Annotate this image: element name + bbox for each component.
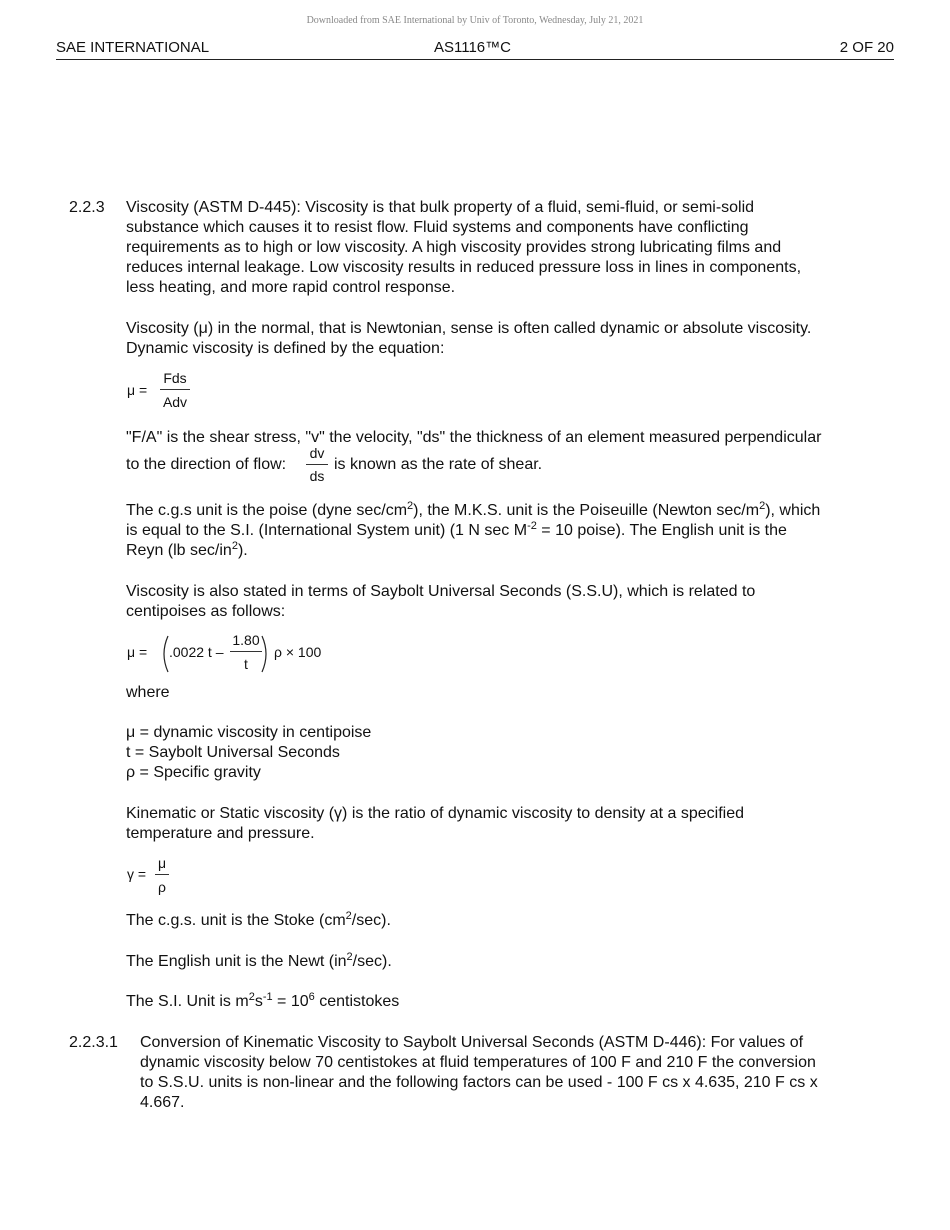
para7-stoke: The c.g.s. unit is the Stoke $(cm^2/\sec)$. — [126, 910, 391, 929]
section-number-2-2-3-1: 2.2.3.1 — [69, 1034, 118, 1051]
equation2-denominator: t — [244, 656, 248, 672]
header-org: SAE INTERNATIONAL — [56, 39, 210, 56]
para2-line1: Viscosity (μ) in the normal, that is Newtonian, sense is often called dynamic or absolute viscosity. — [126, 320, 812, 337]
equation3-numerator: μ — [157, 855, 167, 871]
section-number-2-2-3: 2.2.3 — [69, 199, 105, 216]
s2231-line1: Conversion of Kinematic Viscosity to Saybolt Universal Seconds (ASTM D-446): For values of — [140, 1034, 804, 1051]
equation1-fraction — [160, 370, 190, 412]
definition-mu: μ = dynamic viscosity in centipoise — [126, 724, 372, 741]
para6-line1: Kinematic or Static viscosity (γ) is the ratio of dynamic viscosity to density at a specified — [126, 805, 745, 822]
right-paren-icon — [260, 634, 272, 674]
para3-line2-post: is known as the rate of shear. — [334, 456, 543, 473]
download-watermark: Downloaded from SAE International by Univ of Toronto, Wednesday, July 21, 2021 — [306, 15, 644, 26]
equation2-inner: .0022 t – — [169, 644, 224, 660]
para1-line2: substance which causes it to resist flow. Fluid systems and components have conflicting — [126, 219, 749, 236]
equation2-fraction — [230, 632, 262, 674]
para1-line5: less heating, and more rapid control response. — [126, 279, 456, 296]
definition-rho: ρ = Specific gravity — [126, 764, 261, 781]
fraction-bar — [230, 651, 262, 652]
equation3-denominator: ρ — [158, 879, 166, 895]
rate-of-shear-fraction — [306, 445, 328, 487]
para4-line1: The c.g.s unit is the poise (dyne $\sec/cm^2$), the M.K.S. unit is the Poiseuille (Newton $\sec/m^2$), which — [126, 500, 821, 519]
equation2-tail: ρ × 100 — [274, 644, 322, 660]
para5-line1: Viscosity is also stated in terms of Saybolt Universal Seconds (S.S.U), which is related to — [126, 583, 756, 600]
para3-line1: "F/A" is the shear stress, "v" the velocity, "ds" the thickness of an element measured perpendicular — [126, 429, 822, 446]
equation3-fraction — [155, 855, 169, 897]
s2231-line4: 4.667. — [140, 1094, 185, 1111]
equation2-numerator: 1.80 — [232, 632, 260, 648]
where-label: where — [126, 684, 170, 701]
s2231-line3: to S.S.U. units is non-linear and the following factors can be used - 100 F cs x 4.635, 210 F cs x — [140, 1074, 818, 1091]
rate-denominator: ds — [309, 468, 325, 484]
equation3-lhs: γ = — [127, 866, 147, 882]
header-doc-id: AS1116™C — [434, 39, 511, 56]
fraction-bar — [160, 389, 190, 390]
para1-line4: reduces internal leakage. Low viscosity results in reduced pressure loss in lines in components, — [126, 259, 802, 276]
header-page-number: 2 OF 20 — [839, 39, 894, 56]
equation1-numerator: Fds — [163, 370, 187, 386]
para8-newt: The English unit is the Newt $(in^2/\sec)$. — [126, 951, 392, 970]
page-header — [56, 38, 894, 60]
para5-line2: centipoises as follows: — [126, 603, 286, 620]
para4-line2: is equal to the S.I. (International System unit) (1 N $\sec M^{-2} = 10$ poise). The English unit is the — [126, 520, 787, 539]
para3-line2-pre: to the direction of flow: — [126, 456, 287, 473]
para2-line2: Dynamic viscosity is defined by the equation: — [126, 340, 445, 357]
para9-si-unit: The S.I. Unit is $m^2s^{-1} = 10^6$ centistokes — [126, 991, 400, 1010]
equation1-lhs: μ = — [127, 382, 148, 398]
rate-numerator: dv — [309, 445, 325, 461]
equation2-lhs: μ = — [127, 644, 148, 660]
para6-line2: temperature and pressure. — [126, 825, 315, 842]
definition-t: t = Saybolt Universal Seconds — [126, 744, 340, 761]
fraction-bar — [306, 464, 328, 465]
fraction-bar — [155, 874, 169, 875]
para4-line3: Reyn (lb $\sec/in^2$). — [126, 540, 248, 559]
s2231-line2: dynamic viscosity below 70 centistokes at fluid temperatures of 100 F and 210 F the conversion — [140, 1054, 816, 1071]
equation1-denominator: Adv — [162, 394, 188, 410]
para1-line1: Viscosity (ASTM D-445): Viscosity is that bulk property of a fluid, semi-fluid, or semi-solid — [126, 199, 755, 216]
para1-line3: requirements as to high or low viscosity. A high viscosity provides strong lubricating films and — [126, 239, 782, 256]
